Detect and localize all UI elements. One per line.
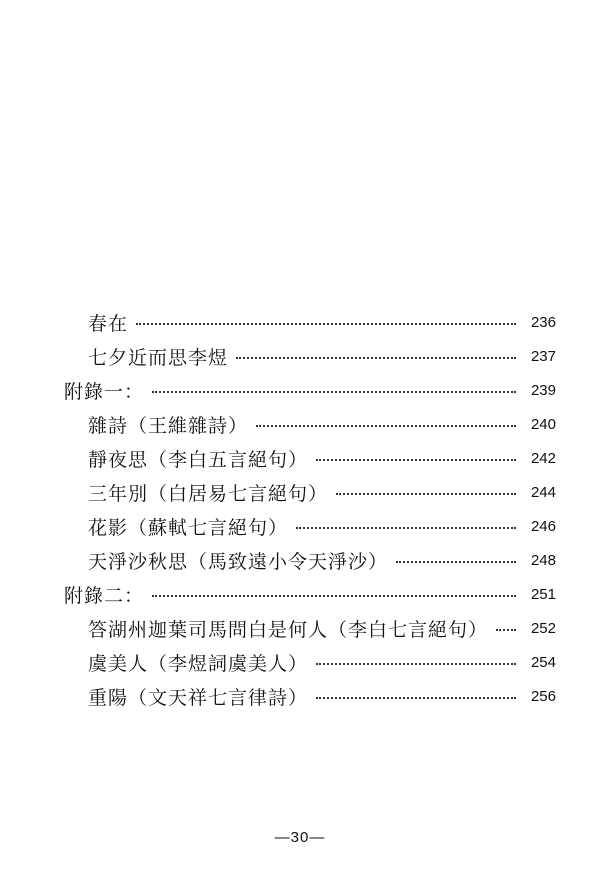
toc-entry-page: 240 xyxy=(530,415,556,433)
toc-entry-page: 251 xyxy=(530,585,556,603)
toc-entry-page: 244 xyxy=(530,483,556,501)
toc-entry xyxy=(0,475,600,509)
dot-leader xyxy=(396,561,516,563)
toc-entry xyxy=(0,679,600,713)
toc-entry xyxy=(0,305,600,339)
dot-leader xyxy=(296,527,516,529)
dot-leader xyxy=(496,629,516,631)
toc-section-title: 附錄一： xyxy=(64,380,145,403)
toc-entry-page: 237 xyxy=(530,347,556,365)
toc-entry-title: 重陽（文天祥七言律詩） xyxy=(88,686,309,709)
toc-entry-title: 七夕近而思李煜 xyxy=(88,346,229,369)
toc-entry-page: 254 xyxy=(530,653,556,671)
toc-entry xyxy=(0,441,600,475)
dot-leader xyxy=(256,425,516,427)
dot-leader xyxy=(236,357,516,359)
toc-entry-page: 236 xyxy=(530,313,556,331)
toc-entry-title: 花影（蘇軾七言絕句） xyxy=(88,516,289,539)
dot-leader xyxy=(336,493,516,495)
toc-section-heading xyxy=(0,577,600,611)
toc-entry xyxy=(0,509,600,543)
toc-entry xyxy=(0,543,600,577)
dot-leader xyxy=(152,391,516,393)
toc-entry-title: 春在 xyxy=(88,312,129,335)
toc-entry xyxy=(0,611,600,645)
dot-leader xyxy=(152,595,516,597)
toc-entry-title: 天淨沙秋思（馬致遠小令天淨沙） xyxy=(88,550,389,573)
toc-entry-title: 三年別（白居易七言絕句） xyxy=(88,482,329,505)
toc-entry-title: 靜夜思（李白五言絕句） xyxy=(88,448,309,471)
toc-entry-title: 虞美人（李煜詞虞美人） xyxy=(88,652,309,675)
toc-entry-page: 256 xyxy=(530,687,556,705)
toc-entry xyxy=(0,645,600,679)
toc-entry-page: 252 xyxy=(530,619,556,637)
toc-entry-page: 239 xyxy=(530,381,556,399)
dot-leader xyxy=(316,697,516,699)
toc-entry-page: 242 xyxy=(530,449,556,467)
toc-section-title: 附錄二： xyxy=(64,584,145,607)
toc-entry xyxy=(0,339,600,373)
table-of-contents xyxy=(0,305,600,713)
toc-section-heading xyxy=(0,373,600,407)
toc-entry-title: 雜詩（王維雜詩） xyxy=(88,414,249,437)
toc-entry-title: 答湖州迦葉司馬問白是何人（李白七言絕句） xyxy=(88,618,489,641)
dot-leader xyxy=(316,663,516,665)
toc-entry xyxy=(0,407,600,441)
toc-entry-page: 246 xyxy=(530,517,556,535)
dot-leader xyxy=(316,459,516,461)
page-number: —30— xyxy=(274,829,326,846)
dot-leader xyxy=(136,323,516,325)
toc-entry-page: 248 xyxy=(530,551,556,569)
